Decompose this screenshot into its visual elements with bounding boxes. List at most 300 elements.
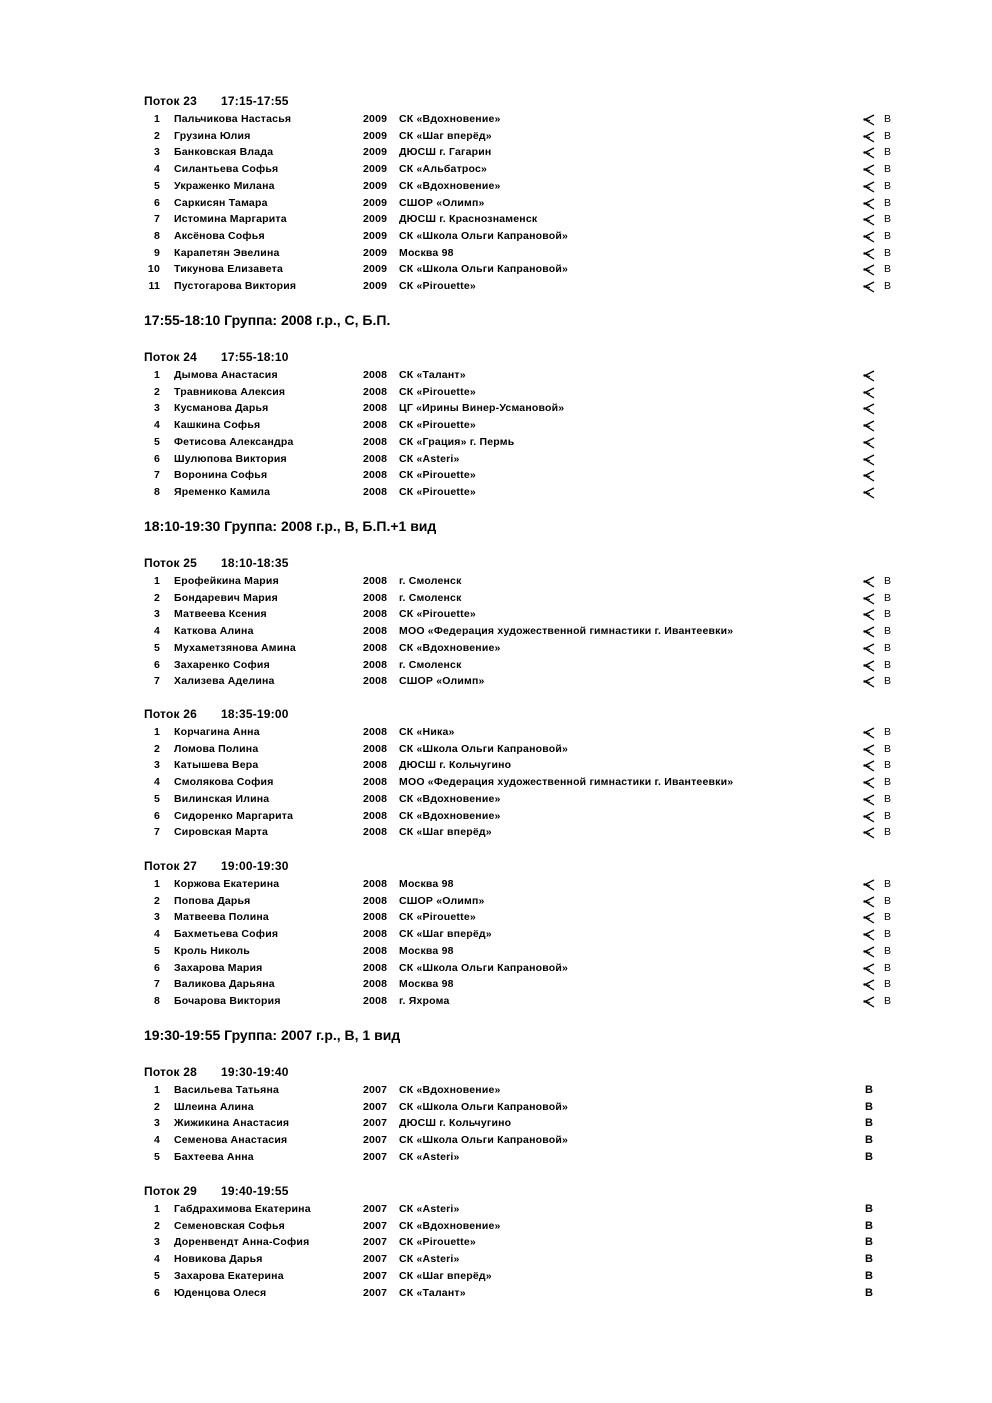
birth-year: 2008 <box>363 978 388 991</box>
participant-number: 3 <box>153 402 160 415</box>
participant-row <box>0 826 992 842</box>
apparatus-icon <box>862 896 876 908</box>
apparatus-icon <box>862 963 876 975</box>
birth-year: 2008 <box>363 675 388 688</box>
participant-name: Попова Дарья <box>174 894 251 907</box>
club-name: СК «Ника» <box>399 726 455 738</box>
participant-row <box>0 1084 992 1100</box>
apparatus-icon <box>862 676 876 688</box>
birth-year: 2008 <box>363 809 388 822</box>
participant-number: 6 <box>153 1286 160 1299</box>
club-name: МОО «Федерация художественной гимнастики г. Ивантеевки» <box>399 625 734 638</box>
club-name: СК «Шаг вперёд» <box>399 1269 492 1282</box>
category-mark: В <box>884 944 892 957</box>
apparatus-icon <box>862 979 876 991</box>
group-heading: 17:55-18:10 Группа: 2008 г.р., С, Б.П. <box>144 312 391 328</box>
participant-number: 1 <box>153 575 160 587</box>
apparatus-icon-cell <box>862 281 876 293</box>
apparatus-icon-cell <box>862 760 876 772</box>
apparatus-icon-cell <box>862 929 876 941</box>
birth-year: 2007 <box>363 1084 388 1096</box>
participant-number: 3 <box>153 759 160 772</box>
stream-label: Поток 26 <box>144 707 197 721</box>
participant-row <box>0 469 992 485</box>
apparatus-icon <box>862 114 876 126</box>
apparatus-icon-cell <box>862 147 876 159</box>
category-mark: В <box>884 994 892 1007</box>
apparatus-icon <box>862 929 876 941</box>
participant-name: Вилинская Илина <box>174 792 270 805</box>
stream-label: Поток 23 <box>144 94 197 108</box>
participant-number: 2 <box>153 1219 160 1232</box>
birth-year: 2008 <box>363 591 388 604</box>
participant-number: 1 <box>153 726 160 738</box>
participant-name: Ломова Полина <box>174 742 259 755</box>
participant-name: Захарова Мария <box>174 961 263 974</box>
participant-name: Украженко Милана <box>174 179 275 192</box>
participant-row <box>0 402 992 418</box>
club-name: СК «Вдохновение» <box>399 792 501 805</box>
participant-name: Хализева Аделина <box>174 675 275 688</box>
participant-number: 8 <box>153 994 160 1007</box>
birth-year: 2008 <box>363 452 388 465</box>
birth-year: 2007 <box>363 1253 388 1266</box>
birth-year: 2008 <box>363 944 388 957</box>
category-mark: В <box>884 878 892 890</box>
category-mark: В <box>884 928 892 941</box>
category-mark: В <box>884 213 892 226</box>
participant-row <box>0 130 992 146</box>
participant-row <box>0 793 992 809</box>
category-mark: В <box>865 1219 874 1232</box>
participant-row <box>0 230 992 246</box>
category-mark: В <box>865 1203 874 1215</box>
participant-name: Травникова Алексия <box>174 385 286 398</box>
club-name: СК «Шаг вперёд» <box>399 826 492 839</box>
participant-row <box>0 1253 992 1269</box>
stream-time: 18:10-18:35 <box>221 556 289 570</box>
category-mark: В <box>884 263 892 276</box>
birth-year: 2008 <box>363 826 388 839</box>
stream-label: Поток 25 <box>144 556 197 570</box>
apparatus-icon <box>862 811 876 823</box>
participant-number: 11 <box>148 280 160 292</box>
participant-row <box>0 592 992 608</box>
participant-row <box>0 642 992 658</box>
participant-row <box>0 911 992 927</box>
apparatus-icon <box>862 131 876 143</box>
stream-time: 18:35-19:00 <box>221 707 289 721</box>
club-name: Москва 98 <box>399 944 454 957</box>
apparatus-icon-cell <box>862 979 876 991</box>
category-mark: В <box>884 246 892 259</box>
apparatus-icon <box>862 198 876 210</box>
category-mark: В <box>884 575 892 587</box>
birth-year: 2008 <box>363 994 388 1007</box>
participant-row <box>0 486 992 502</box>
participant-row <box>0 945 992 961</box>
apparatus-icon-cell <box>862 214 876 226</box>
category-mark: В <box>884 776 892 789</box>
club-name: СК «Asteri» <box>399 1150 460 1163</box>
stream-label: Поток 27 <box>144 859 197 873</box>
apparatus-icon <box>862 454 876 466</box>
apparatus-icon <box>862 576 876 588</box>
participant-number: 7 <box>153 469 160 482</box>
participant-number: 5 <box>153 179 160 192</box>
apparatus-icon-cell <box>862 264 876 276</box>
participant-number: 8 <box>153 485 160 498</box>
participant-name: Жижикина Анастасия <box>174 1117 290 1130</box>
category-mark: В <box>865 1084 874 1096</box>
participant-number: 7 <box>153 978 160 991</box>
club-name: МОО «Федерация художественной гимнастики г. Ивантеевки» <box>399 776 734 789</box>
category-mark: В <box>884 675 892 688</box>
category-mark: В <box>884 196 892 209</box>
club-name: СШОР «Олимп» <box>399 675 485 688</box>
club-name: СК «Pirouette» <box>399 280 476 292</box>
participant-name: Матвеева Ксения <box>174 608 267 621</box>
birth-year: 2008 <box>363 878 388 890</box>
participant-number: 5 <box>153 792 160 805</box>
birth-year: 2009 <box>363 246 388 259</box>
apparatus-icon <box>862 164 876 176</box>
participant-number: 1 <box>153 1084 160 1096</box>
category-mark: В <box>865 1117 874 1130</box>
birth-year: 2009 <box>363 263 388 276</box>
apparatus-icon-cell <box>862 420 876 432</box>
participant-row <box>0 419 992 435</box>
birth-year: 2008 <box>363 575 388 587</box>
birth-year: 2008 <box>363 894 388 907</box>
apparatus-icon <box>862 231 876 243</box>
participant-name: Тикунова Елизавета <box>174 263 284 276</box>
birth-year: 2008 <box>363 792 388 805</box>
birth-year: 2008 <box>363 385 388 398</box>
participant-name: Бахметьева София <box>174 928 279 941</box>
apparatus-icon-cell <box>862 777 876 789</box>
participant-row <box>0 1220 992 1236</box>
birth-year: 2007 <box>363 1134 388 1147</box>
apparatus-icon-cell <box>862 727 876 739</box>
participant-row <box>0 1117 992 1133</box>
participant-number: 4 <box>153 928 160 941</box>
participant-name: Доренвендт Анна-София <box>174 1236 310 1249</box>
apparatus-icon <box>862 996 876 1008</box>
participant-name: Кашкина Софья <box>174 419 261 432</box>
apparatus-icon <box>862 387 876 399</box>
participant-name: Кроль Николь <box>174 944 250 957</box>
participant-row <box>0 575 992 591</box>
apparatus-icon <box>862 487 876 499</box>
category-mark: В <box>884 826 892 839</box>
club-name: Москва 98 <box>399 246 454 259</box>
participant-row <box>0 608 992 624</box>
birth-year: 2008 <box>363 435 388 448</box>
participant-row <box>0 453 992 469</box>
category-mark: В <box>884 894 892 907</box>
category-mark: В <box>884 726 892 738</box>
apparatus-icon-cell <box>862 454 876 466</box>
participant-number: 4 <box>153 1253 160 1266</box>
apparatus-icon <box>862 946 876 958</box>
participant-name: Пустогарова Виктория <box>174 280 297 292</box>
participant-number: 7 <box>153 213 160 226</box>
stream-label: Поток 24 <box>144 350 197 364</box>
club-name: СК «Asteri» <box>399 1253 460 1266</box>
participant-row <box>0 962 992 978</box>
club-name: СК «Талант» <box>399 1286 466 1299</box>
club-name: г. Смоленск <box>399 591 462 604</box>
apparatus-icon-cell <box>862 593 876 605</box>
club-name: СК «Школа Ольги Капрановой» <box>399 1100 569 1113</box>
participant-name: Карапетян Эвелина <box>174 246 280 259</box>
apparatus-icon <box>862 214 876 226</box>
club-name: ДЮСШ г. Краснознаменск <box>399 213 538 226</box>
apparatus-icon <box>862 264 876 276</box>
participant-row <box>0 263 992 279</box>
participant-name: Васильева Татьяна <box>174 1084 280 1096</box>
participant-number: 3 <box>153 1236 160 1249</box>
club-name: СК «Pirouette» <box>399 419 476 432</box>
birth-year: 2009 <box>363 229 388 242</box>
birth-year: 2008 <box>363 625 388 638</box>
participant-number: 2 <box>153 742 160 755</box>
participant-name: Корчагина Анна <box>174 726 260 738</box>
birth-year: 2008 <box>363 469 388 482</box>
stream-heading <box>144 94 289 108</box>
apparatus-icon-cell <box>862 879 876 891</box>
club-name: СК «Школа Ольги Капрановой» <box>399 742 569 755</box>
apparatus-icon <box>862 281 876 293</box>
apparatus-icon <box>862 744 876 756</box>
club-name: СК «Школа Ольги Капрановой» <box>399 229 569 242</box>
birth-year: 2009 <box>363 163 388 176</box>
participant-number: 4 <box>153 1134 160 1147</box>
apparatus-icon <box>862 403 876 415</box>
stream-time: 19:00-19:30 <box>221 859 289 873</box>
category-mark: В <box>865 1269 874 1282</box>
birth-year: 2009 <box>363 179 388 192</box>
category-mark: В <box>884 608 892 621</box>
category-mark: В <box>884 742 892 755</box>
apparatus-icon-cell <box>862 470 876 482</box>
birth-year: 2008 <box>363 608 388 621</box>
participant-name: Грузина Юлия <box>174 129 251 142</box>
stream-heading <box>144 1065 289 1079</box>
birth-year: 2008 <box>363 911 388 924</box>
birth-year: 2008 <box>363 641 388 654</box>
participant-row <box>0 675 992 691</box>
participant-number: 7 <box>153 826 160 839</box>
club-name: г. Смоленск <box>399 658 462 671</box>
apparatus-icon <box>862 470 876 482</box>
participant-row <box>0 659 992 675</box>
birth-year: 2007 <box>363 1236 388 1249</box>
apparatus-icon <box>862 660 876 672</box>
club-name: Москва 98 <box>399 978 454 991</box>
participant-number: 5 <box>153 1150 160 1163</box>
participant-number: 4 <box>153 163 160 176</box>
participant-row <box>0 928 992 944</box>
participant-row <box>0 369 992 385</box>
birth-year: 2007 <box>363 1286 388 1299</box>
club-name: СК «Pirouette» <box>399 485 476 498</box>
participant-name: Дымова Анастасия <box>174 369 278 381</box>
birth-year: 2009 <box>363 213 388 226</box>
apparatus-icon <box>862 248 876 260</box>
apparatus-icon-cell <box>862 370 876 382</box>
category-mark: В <box>865 1150 874 1163</box>
apparatus-icon-cell <box>862 963 876 975</box>
participant-row <box>0 810 992 826</box>
apparatus-icon-cell <box>862 912 876 924</box>
category-mark: В <box>884 961 892 974</box>
participant-number: 4 <box>153 625 160 638</box>
participant-name: Смолякова София <box>174 776 274 789</box>
participant-number: 6 <box>153 961 160 974</box>
club-name: СК «Вдохновение» <box>399 809 501 822</box>
participant-number: 5 <box>153 944 160 957</box>
participant-number: 3 <box>153 1117 160 1130</box>
participant-name: Ерофейкина Мария <box>174 575 279 587</box>
participant-row <box>0 1134 992 1150</box>
club-name: г. Смоленск <box>399 575 462 587</box>
apparatus-icon-cell <box>862 811 876 823</box>
club-name: г. Яхрома <box>399 994 450 1007</box>
group-heading: 18:10-19:30 Группа: 2008 г.р., В, Б.П.+1 вид <box>144 518 437 534</box>
club-name: СШОР «Олимп» <box>399 196 485 209</box>
birth-year: 2007 <box>363 1117 388 1130</box>
birth-year: 2008 <box>363 759 388 772</box>
participant-row <box>0 1236 992 1252</box>
birth-year: 2008 <box>363 742 388 755</box>
apparatus-icon <box>862 777 876 789</box>
participant-name: Катышева Вера <box>174 759 259 772</box>
participant-name: Пальчикова Настасья <box>174 113 292 125</box>
participant-number: 2 <box>153 1100 160 1113</box>
participant-name: Шулюпова Виктория <box>174 452 287 465</box>
participant-row <box>0 180 992 196</box>
participant-name: Саркисян Тамара <box>174 196 268 209</box>
category-mark: В <box>884 911 892 924</box>
participant-name: Истомина Маргарита <box>174 213 287 226</box>
participant-number: 1 <box>153 113 160 125</box>
birth-year: 2008 <box>363 776 388 789</box>
participant-number: 2 <box>153 591 160 604</box>
category-mark: В <box>884 591 892 604</box>
apparatus-icon-cell <box>862 181 876 193</box>
birth-year: 2009 <box>363 129 388 142</box>
birth-year: 2007 <box>363 1269 388 1282</box>
apparatus-icon-cell <box>862 643 876 655</box>
apparatus-icon-cell <box>862 248 876 260</box>
category-mark: В <box>884 129 892 142</box>
club-name: СК «Вдохновение» <box>399 641 501 654</box>
apparatus-icon-cell <box>862 946 876 958</box>
category-mark: В <box>884 113 892 125</box>
club-name: СК «Талант» <box>399 369 466 381</box>
club-name: СК «Pirouette» <box>399 1236 476 1249</box>
stream-heading <box>144 350 289 364</box>
club-name: СК «Вдохновение» <box>399 179 501 192</box>
participant-row <box>0 995 992 1011</box>
participant-name: Коржова Екатерина <box>174 878 280 890</box>
stream-time: 17:55-18:10 <box>221 350 289 364</box>
participant-name: Захаренко София <box>174 658 270 671</box>
apparatus-icon-cell <box>862 403 876 415</box>
participant-number: 6 <box>153 452 160 465</box>
participant-row <box>0 776 992 792</box>
participant-name: Каткова Алина <box>174 625 254 638</box>
apparatus-icon <box>862 794 876 806</box>
birth-year: 2008 <box>363 419 388 432</box>
participant-name: Юденцова Олеся <box>174 1286 267 1299</box>
participant-row <box>0 386 992 402</box>
club-name: СК «Шаг вперёд» <box>399 928 492 941</box>
club-name: СК «Вдохновение» <box>399 1084 501 1096</box>
apparatus-icon <box>862 727 876 739</box>
participant-name: Семенова Анастасия <box>174 1134 288 1147</box>
apparatus-icon-cell <box>862 131 876 143</box>
participant-number: 2 <box>153 385 160 398</box>
category-mark: В <box>884 759 892 772</box>
category-mark: В <box>884 792 892 805</box>
stream-label: Поток 28 <box>144 1065 197 1079</box>
participant-name: Бахтеева Анна <box>174 1150 254 1163</box>
club-name: СК «Pirouette» <box>399 469 476 482</box>
participant-name: Сидоренко Маргарита <box>174 809 294 822</box>
stream-heading <box>144 1184 289 1198</box>
category-mark: В <box>884 179 892 192</box>
stream-time: 19:30-19:40 <box>221 1065 289 1079</box>
participant-name: Сировская Марта <box>174 826 269 839</box>
participant-number: 6 <box>153 196 160 209</box>
apparatus-icon-cell <box>862 676 876 688</box>
participant-number: 1 <box>153 878 160 890</box>
birth-year: 2008 <box>363 402 388 415</box>
club-name: СК «Школа Ольги Капрановой» <box>399 961 569 974</box>
club-name: СК «Вдохновение» <box>399 1219 501 1232</box>
participant-name: Захарова Екатерина <box>174 1269 284 1282</box>
club-name: СК «Pirouette» <box>399 911 476 924</box>
category-mark: В <box>865 1100 874 1113</box>
apparatus-icon <box>862 643 876 655</box>
apparatus-icon-cell <box>862 794 876 806</box>
participant-number: 3 <box>153 911 160 924</box>
apparatus-icon-cell <box>862 609 876 621</box>
apparatus-icon-cell <box>862 744 876 756</box>
club-name: СК «Шаг вперёд» <box>399 129 492 142</box>
club-name: ДЮСШ г. Кольчугино <box>399 1117 512 1130</box>
apparatus-icon-cell <box>862 114 876 126</box>
birth-year: 2008 <box>363 961 388 974</box>
participant-name: Кусманова Дарья <box>174 402 269 415</box>
participant-number: 2 <box>153 129 160 142</box>
participant-name: Бондаревич Мария <box>174 591 278 604</box>
birth-year: 2007 <box>363 1100 388 1113</box>
birth-year: 2009 <box>363 196 388 209</box>
club-name: СК «Asteri» <box>399 452 460 465</box>
category-mark: В <box>865 1236 874 1249</box>
category-mark: В <box>884 229 892 242</box>
participant-number: 1 <box>153 369 160 381</box>
participant-number: 6 <box>153 658 160 671</box>
participant-number: 1 <box>153 1203 160 1215</box>
participant-row <box>0 878 992 894</box>
participant-row <box>0 895 992 911</box>
apparatus-icon <box>862 147 876 159</box>
